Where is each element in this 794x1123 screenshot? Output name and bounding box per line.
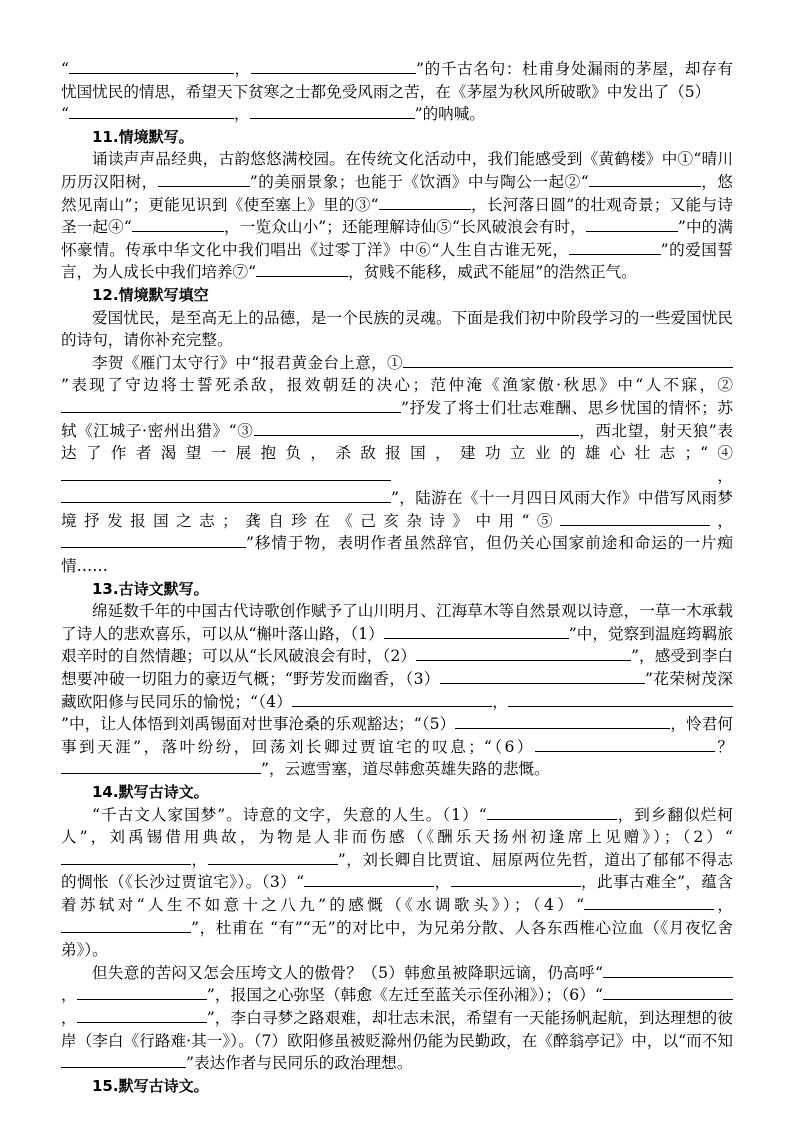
answer-blank[interactable] (416, 646, 631, 661)
worksheet-page (61, 58, 733, 1097)
answer-blank[interactable] (61, 850, 191, 865)
question-12-body: 李贺《雁门太守行》中“报君黄金台上意，①”表现了守边将士誓死杀敌，报效朝廷的决心；范仲淹《渔家傲·秋思》中“人不寐，②”抒发了将士们壮志难酬、思乡忧国的情怀；苏轼《江城子·密州出猎》“③ ，西北望，射天狼”表达了作者渴望一展抱负，杀敌报国，建功立业的雄心壮志；“④，”，陆游在《十一月四日风雨大作》中借写风雨梦境抒发报国之志；龚自珍在《己亥杂诗》中用“⑤ ，”移情于物，表明作者虽然辞官，但仍关心国家前途和命运的一片痴情…… (61, 353, 733, 576)
question-12-title: 12.情境默写填空 (92, 285, 209, 304)
answer-blank[interactable] (603, 963, 733, 978)
answer-blank[interactable] (508, 692, 733, 707)
answer-blank[interactable] (379, 195, 471, 210)
question-15-title: 15.默写古诗文。 (92, 1076, 209, 1095)
answer-blank[interactable] (61, 759, 261, 774)
answer-blank[interactable] (487, 805, 617, 820)
answer-blank[interactable] (77, 985, 207, 1000)
question-14-body-1: “千古文人家国梦”。诗意的文字，失意的人生。（1）“ ，到乡翻似烂柯人”，刘禹锡借用典故，为物是人非而伤感（《酬乐天扬州初逢席上见赠》）；（2）“， ”，刘长卿自比贾谊、屈原两位先哲，道出了郁郁不得志的惆怅（《长沙过贾谊宅》）。（3）“ ， ，此事古难全”，蕴含着苏轼对“人生不如意十之八九”的感慨（《水调歌头》）；（4）“ ，”，杜甫在 “有”“无”的对比中，为兄弟分散、人各东西椎心泣血（《月夜忆舍弟》）。 (61, 805, 733, 960)
question-12-intro: 爱国忧民，是至高无上的品德，是一个民族的灵魂。下面是我们初中阶段学习的一些爱国忧民的诗句，请你补充完整。 (61, 308, 733, 350)
answer-blank[interactable] (560, 511, 710, 526)
answer-blank[interactable] (569, 240, 661, 255)
answer-blank[interactable] (132, 217, 224, 232)
answer-blank[interactable] (61, 488, 391, 503)
intro-paragraph-2: “ ， ”的呐喊。 (61, 105, 485, 124)
answer-blank[interactable] (440, 669, 645, 684)
answer-blank[interactable] (77, 1008, 207, 1023)
answer-blank[interactable] (403, 353, 733, 368)
answer-blank[interactable] (586, 217, 678, 232)
answer-blank[interactable] (251, 59, 416, 74)
answer-blank[interactable] (61, 533, 246, 548)
intro-paragraph-1: “ ， ”的千古名句：杜甫身处漏雨的茅屋，却存有忧国忧民的情思，希望天下贫寒之士都免受风雨之苦，在《茅屋为秋风所破歌》中发出了（5） (61, 60, 733, 101)
answer-blank[interactable] (451, 872, 581, 887)
answer-blank[interactable] (292, 692, 492, 707)
answer-blank[interactable] (384, 624, 569, 639)
question-13-title: 13.古诗文默写。 (92, 579, 209, 598)
answer-blank[interactable] (254, 421, 579, 436)
answer-blank[interactable] (69, 59, 234, 74)
answer-blank[interactable] (158, 172, 250, 187)
question-14-title: 14.默写古诗文。 (92, 783, 209, 801)
answer-blank[interactable] (455, 714, 670, 729)
answer-blank[interactable] (603, 985, 733, 1000)
answer-blank[interactable] (61, 466, 391, 481)
answer-blank[interactable] (304, 872, 434, 887)
answer-blank[interactable] (589, 172, 701, 187)
answer-blank[interactable] (208, 850, 338, 865)
question-13-body: 绵延数千年的中国古代诗歌创作赋予了山川明月、江海草木等自然景观以诗意，一草一木承载了诗人的悲欢喜乐，可以从“槲叶落山路，（1） ”中，觉察到温庭筠羁旅艰辛时的自然情趣；可以从“长风破浪会有时，（2） ”，感受到李白想要冲破一切阻力的豪迈气概；“野芳发而幽香，（3） ”花荣树茂深藏欧阳修与民同乐的愉悦；“（4） ，”中，让人体悟到刘禹锡面对世事沧桑的乐观豁达；“（5） ，怜君何事到天涯”，落叶纷纷，回荡刘长卿过贾谊宅的叹息；“（6） ？”，云遮雪塞，道尽韩愈英雄失路的悲慨。 (61, 602, 733, 779)
answer-blank[interactable] (69, 104, 234, 119)
answer-blank[interactable] (250, 104, 415, 119)
answer-blank[interactable] (61, 398, 401, 413)
question-14-body-2: 但失意的苦闷又怎会压垮文人的傲骨？（5）韩愈虽被降职远谪，仍高呼“， ”，报国之心弥坚（韩愈《左迁至蓝关示侄孙湘》）；（6）“， ”，李白寻梦之路艰难，却壮志未泯，希望有一天能扬帆起航，到达理想的彼岸（李白《行路难·其一》）。（7）欧阳修虽被贬滁州仍能为民勤政，在《醉翁亭记》中，以“而不知”表达作者与民同乐的政治理想。 (61, 963, 733, 1073)
answer-blank[interactable] (535, 737, 715, 752)
question-11-body: 诵读声声品经典，古韵悠悠满校园。在传统文化活动中，我们能感受到《黄鹤楼》中①“晴川历历汉阳树， ”的美丽景象；也能于《饮酒》中与陶公一起②“ ，悠然见南山”；更能见识到《使至塞上》里的③“ ，长河落日圆”的壮观奇景；又能与诗圣一起④“ ，一览众山小”；还能理解诗仙⑤“长风破浪会有时， ”中的满怀豪情。传承中华文化中我们唱出《过零丁洋》中⑥“人生自古谁无死， ”的爱国誓言，为人成长中我们培养⑦“ ，贫贱不能移，威武不能屈”的浩然正气。 (61, 150, 733, 282)
answer-blank[interactable] (61, 918, 191, 933)
answer-blank[interactable] (584, 895, 714, 910)
answer-blank[interactable] (61, 1053, 186, 1068)
answer-blank[interactable] (256, 262, 348, 277)
question-11-title: 11.情境默写。 (92, 127, 194, 146)
